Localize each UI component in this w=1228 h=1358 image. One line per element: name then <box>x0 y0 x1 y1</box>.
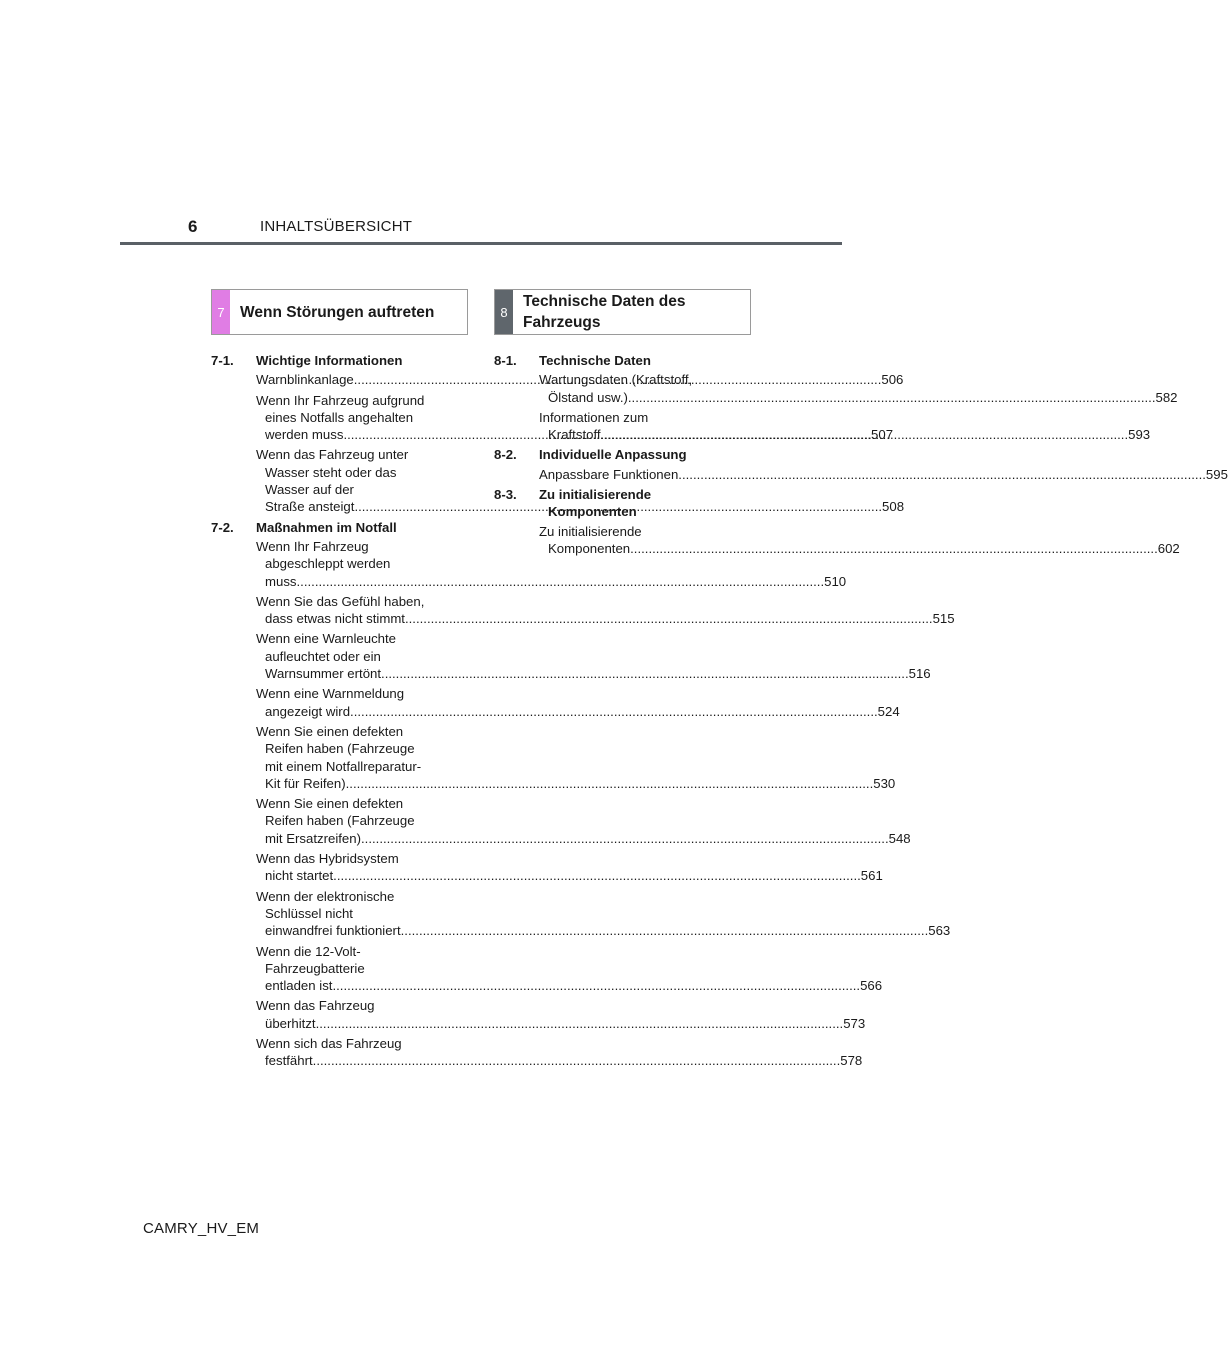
entry-page-number: 516 <box>908 666 931 682</box>
entry-page-number: 524 <box>877 703 900 719</box>
chapter-7-number: 7 <box>217 304 225 320</box>
entry-text-line: Wenn eine Warnleuchte <box>256 631 397 647</box>
page-number: 6 <box>188 217 198 236</box>
dot-leader <box>601 427 1129 442</box>
toc-entry[interactable] <box>256 997 866 1032</box>
entry-text-line: Schlüssel nicht <box>265 905 353 921</box>
chapter-7-title <box>230 290 440 334</box>
toc-entry[interactable] <box>256 593 955 628</box>
entry-text-line: Anpassbare Funktionen <box>539 466 679 482</box>
section-heading <box>494 352 742 369</box>
entry-last-line <box>256 573 847 590</box>
entry-page-number: 573 <box>843 1015 866 1031</box>
entry-text-line: Zu initialisierende <box>539 523 642 539</box>
toc-entry[interactable] <box>539 523 1180 558</box>
entry-text-line: Wenn Sie einen defekten <box>256 723 404 739</box>
section-number: 7-1. <box>211 353 234 368</box>
entry-last-line <box>256 867 883 884</box>
section-title <box>539 446 742 463</box>
dot-leader <box>401 923 929 938</box>
entry-text-line: festfährt <box>265 1053 313 1069</box>
toc-entry[interactable] <box>256 943 883 995</box>
section-title <box>256 352 459 369</box>
section-number: 8-1. <box>494 353 517 368</box>
entry-text-line: dass etwas nicht stimmt <box>265 611 405 627</box>
section-heading <box>494 446 742 463</box>
toc-entry[interactable] <box>256 850 883 885</box>
toc-entry[interactable] <box>256 723 896 792</box>
entry-page-number: 561 <box>860 868 883 884</box>
entry-text-line: Fahrzeugbatterie <box>265 960 365 976</box>
entry-text-line: Wenn das Hybridsystem <box>256 851 399 867</box>
entry-text-line: Komponenten <box>548 540 631 556</box>
chapter-7-tab <box>212 290 230 334</box>
page-header <box>0 0 960 250</box>
entry-text-line: Wenn sich das Fahrzeug <box>256 1035 402 1051</box>
entry-text-line: aufleuchtet oder ein <box>265 648 381 664</box>
entry-last-line <box>256 922 951 939</box>
header-divider <box>120 242 842 245</box>
dot-leader <box>350 704 878 719</box>
entry-text-line: Ölstand usw.) <box>548 389 628 405</box>
entry-page-number: 510 <box>824 573 847 589</box>
entry-last-line <box>539 466 1228 483</box>
dot-leader <box>346 776 874 791</box>
dot-leader <box>297 574 825 589</box>
entry-text-line: Wenn der elektronische <box>256 888 395 904</box>
entry-text-line: Reifen haben (Fahrzeuge <box>265 813 415 829</box>
entry-page-number: 602 <box>1157 540 1180 556</box>
section-title-line: Maßnahmen im Notfall <box>256 519 397 535</box>
entry-text-line: mit Ersatzreifen) <box>265 830 361 846</box>
toc-entry[interactable] <box>256 888 951 940</box>
entry-page-number: 548 <box>888 830 911 846</box>
dot-leader <box>332 978 860 993</box>
entry-page-number: 578 <box>840 1053 863 1069</box>
chapter-7-title-line: Wenn Störungen auftreten <box>240 303 435 321</box>
entry-text-line: Wenn eine Warnmeldung <box>256 686 405 702</box>
entry-text-line: Wartungsdaten (Kraftstoff, <box>539 372 693 388</box>
entry-last-line <box>539 389 1178 406</box>
entry-text-line: Wenn Ihr Fahrzeug <box>256 538 369 554</box>
section-heading <box>494 486 742 521</box>
entry-page-number: 595 <box>1205 466 1228 482</box>
entry-text-line: eines Notfalls angehalten <box>265 409 414 425</box>
entry-last-line <box>256 977 883 994</box>
entry-page-number: 563 <box>928 923 951 939</box>
chapter-8-title-line: Fahrzeugs <box>523 314 601 331</box>
dot-leader <box>405 611 933 626</box>
toc-entry[interactable] <box>256 1035 863 1070</box>
toc-entry[interactable] <box>256 795 911 847</box>
entry-text-line: Wasser auf der <box>265 482 354 498</box>
running-title: INHALTSÜBERSICHT <box>260 218 413 235</box>
chapter-7-heading[interactable] <box>211 289 468 335</box>
entry-page-number: 506 <box>881 372 904 388</box>
entry-text-line: muss <box>265 573 297 589</box>
entry-page-number: 530 <box>873 775 896 791</box>
section-title <box>539 352 742 369</box>
entry-last-line <box>256 775 896 792</box>
entry-text-line: Kraftstoff <box>548 427 601 443</box>
toc-entry[interactable] <box>256 685 900 720</box>
section-title-line: Technische Daten <box>539 353 651 368</box>
dot-leader <box>630 541 1158 556</box>
dot-leader <box>333 868 861 883</box>
entry-page-number: 507 <box>871 427 894 443</box>
section-heading <box>211 352 459 369</box>
entry-last-line <box>256 1052 863 1069</box>
entry-last-line <box>256 665 931 682</box>
section-number: 8-2. <box>494 447 517 463</box>
entry-last-line <box>256 610 955 627</box>
entry-text-line: Warnsummer ertönt <box>265 666 382 682</box>
entry-text-line: Kit für Reifen) <box>265 775 346 791</box>
chapter-8-title-line: Technische Daten des <box>523 293 686 310</box>
entry-text-line: mit einem Notfallreparatur- <box>265 758 422 774</box>
entry-page-number: 582 <box>1155 389 1178 405</box>
dot-leader <box>628 390 1156 405</box>
entry-page-number: 515 <box>932 611 955 627</box>
dot-leader <box>381 666 909 681</box>
entry-page-number: 593 <box>1128 427 1151 443</box>
toc-section <box>494 446 1228 483</box>
toc-entry[interactable] <box>256 630 931 682</box>
section-title-line: Komponenten <box>548 504 637 520</box>
section-heading <box>211 519 459 536</box>
chapter-8-tab <box>495 290 513 334</box>
entry-text-line: Wenn das Fahrzeug unter <box>256 447 409 463</box>
model-code: CAMRY_HV_EM <box>143 1220 260 1237</box>
dot-leader <box>361 831 889 846</box>
entry-text-line: Wenn die 12-Volt- <box>256 943 361 959</box>
entry-text-line: Reifen haben (Fahrzeuge <box>265 741 415 757</box>
entry-text-line: entladen ist <box>265 978 333 994</box>
entry-text-line: Straße ansteigt <box>265 499 355 515</box>
entry-text-line: einwandfrei funktioniert <box>265 923 401 939</box>
entry-page-number: 508 <box>882 499 905 515</box>
entry-text-line: Wenn Sie das Gefühl haben, <box>256 593 425 609</box>
entry-text-line: Informationen zum <box>539 409 649 425</box>
entry-text-line: Warnblinkanlage <box>256 372 354 388</box>
section-title-line: Wichtige Informationen <box>256 353 403 368</box>
section-number: 8-3. <box>494 487 517 503</box>
chapter-8-number: 8 <box>500 304 508 320</box>
entry-text-line: Wenn das Fahrzeug <box>256 998 375 1014</box>
entry-text-line: Wenn Sie einen defekten <box>256 796 404 812</box>
entry-text-line: angezeigt wird <box>265 703 351 719</box>
dot-leader <box>313 1053 841 1068</box>
entry-text-line: nicht startet <box>265 868 334 884</box>
dot-leader <box>316 1016 844 1031</box>
entry-last-line <box>256 703 900 720</box>
dot-leader <box>678 467 1206 482</box>
entry-last-line <box>256 830 911 847</box>
entry-text-line: abgeschleppt werden <box>265 556 391 572</box>
entry-last-line <box>256 1015 866 1032</box>
entry-page-number: 566 <box>860 978 883 994</box>
section-title-line: Zu initialisierende <box>539 487 652 503</box>
entry-last-line <box>539 540 1180 557</box>
section-title <box>539 486 742 521</box>
entry-text-line: Wasser steht oder das <box>265 464 397 480</box>
chapter-8-heading[interactable] <box>494 289 751 335</box>
section-title <box>256 519 459 536</box>
entry-text-line: werden muss <box>265 427 344 443</box>
chapter-8-title <box>513 290 692 334</box>
toc-entry[interactable] <box>539 466 1228 483</box>
section-number: 7-2. <box>211 519 234 535</box>
entry-text-line: Wenn Ihr Fahrzeug aufgrund <box>256 392 425 408</box>
section-title-line: Individuelle Anpassung <box>539 447 687 463</box>
entry-text-line: überhitzt <box>265 1015 316 1031</box>
